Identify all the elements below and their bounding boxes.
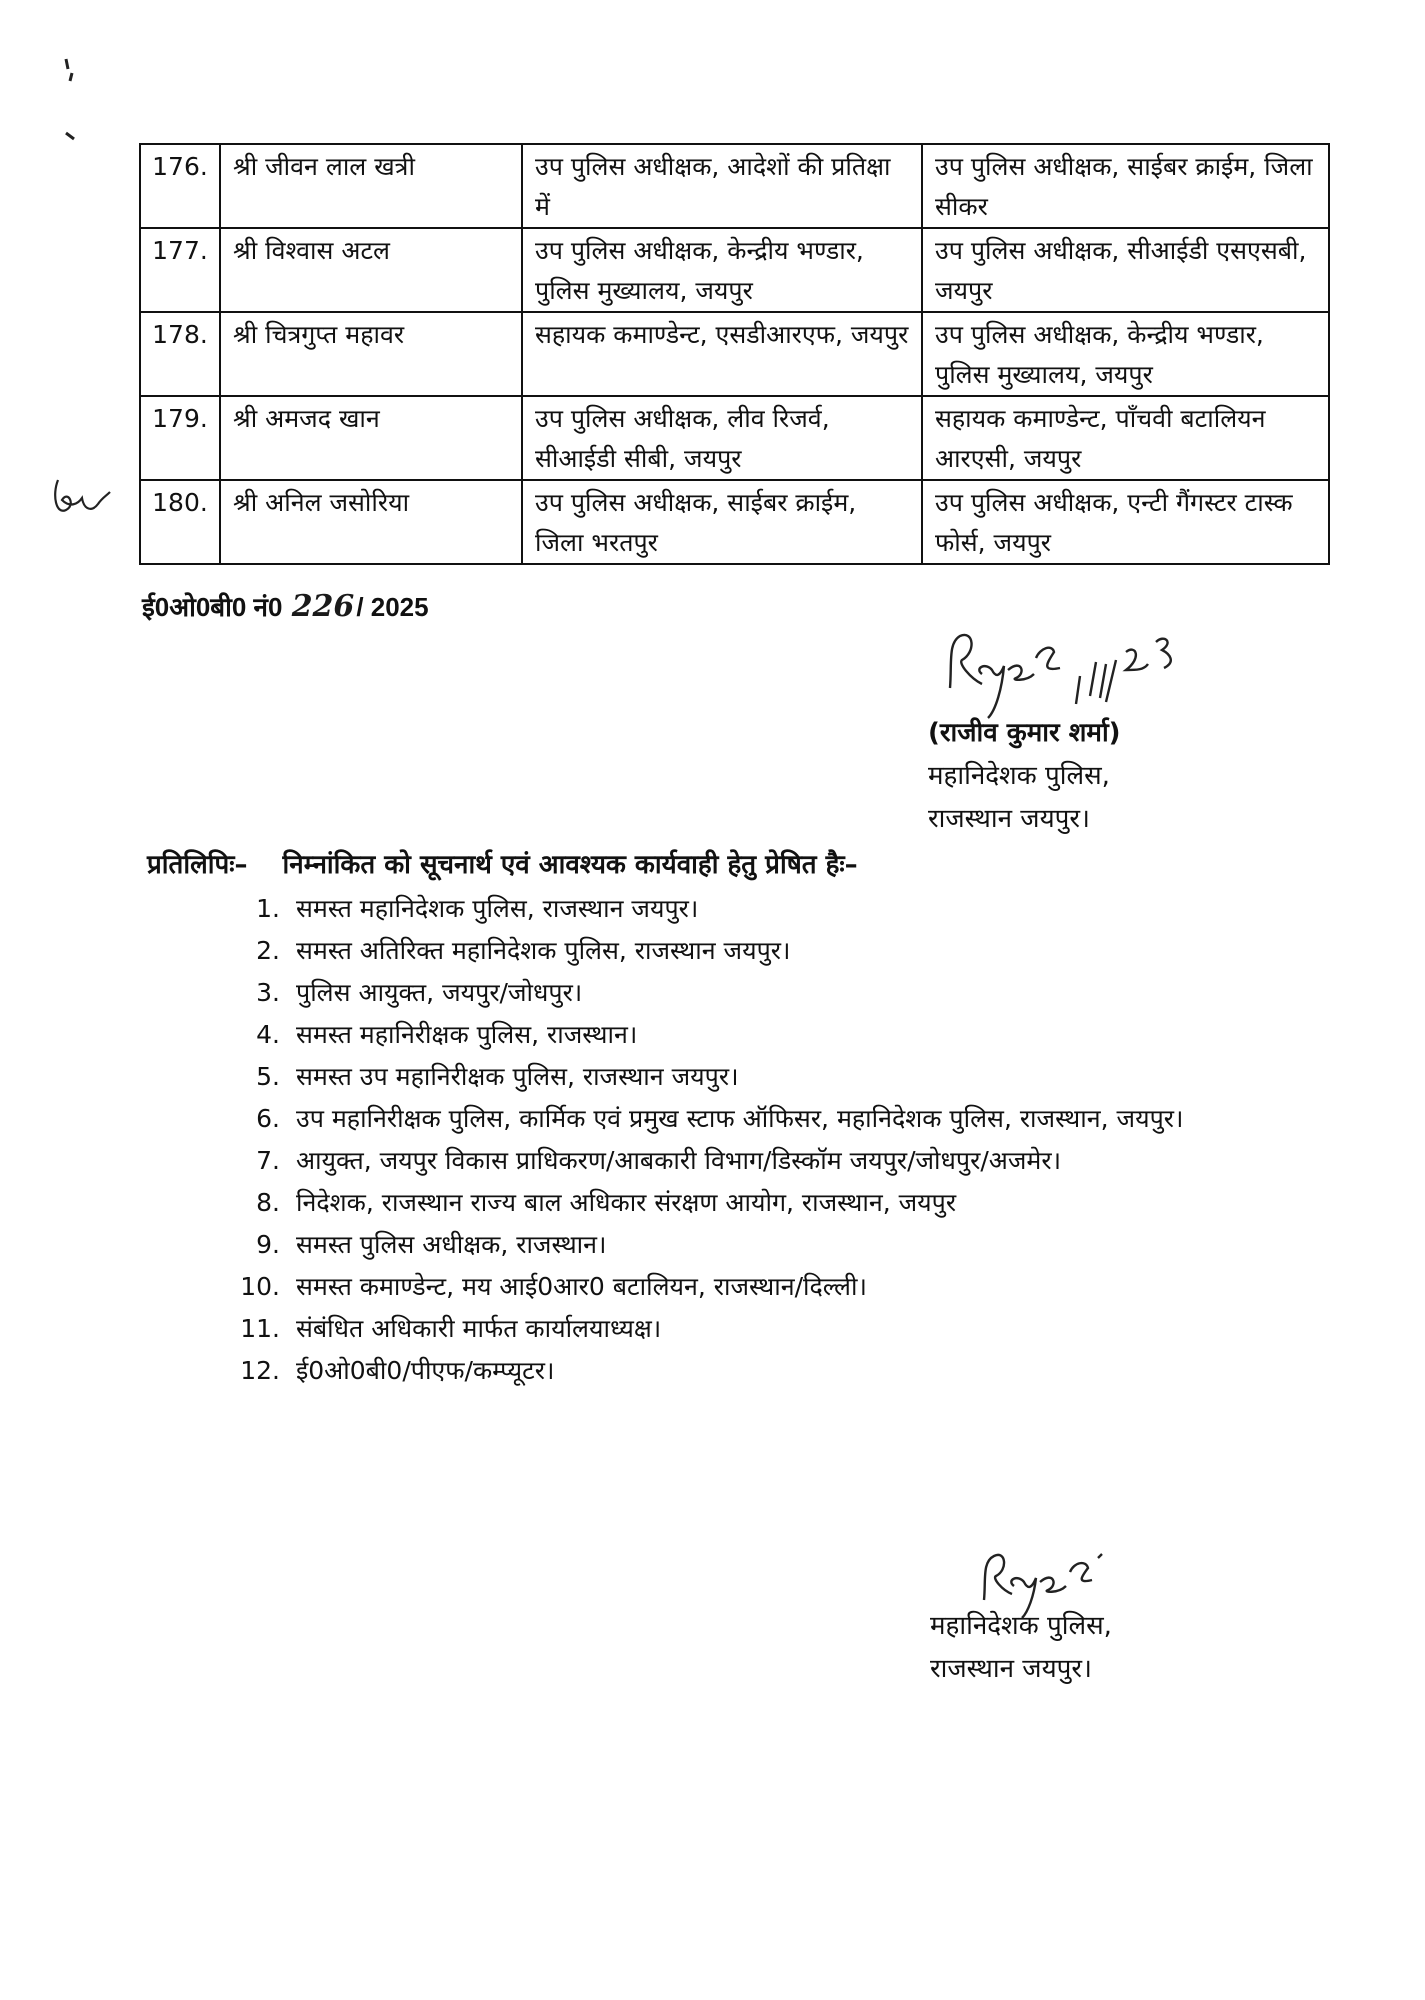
table-row bbox=[140, 228, 1329, 312]
signatory-block-2 bbox=[930, 1605, 1112, 1691]
copy-to-list bbox=[240, 888, 1320, 1392]
new-posting: उप पुलिस अधीक्षक, सीआईडी एसएसबी, जयपुर bbox=[922, 228, 1329, 312]
signatory-designation-2: महानिदेशक पुलिस, bbox=[930, 1611, 1112, 1641]
signatory-place: राजस्थान जयपुर। bbox=[928, 804, 1090, 834]
officer-name: श्री विश्वास अटल bbox=[220, 228, 522, 312]
reference-handwritten-number: 226 bbox=[291, 589, 355, 624]
signatory-block bbox=[928, 712, 1121, 841]
new-posting: उप पुलिस अधीक्षक, केन्द्रीय भण्डार, पुलिस मुख्यालय, जयपुर bbox=[922, 312, 1329, 396]
current-posting: उप पुलिस अधीक्षक, आदेशों की प्रतिक्षा में bbox=[522, 144, 922, 228]
current-posting: उप पुलिस अधीक्षक, साईबर क्राईम, जिला भरतपुर bbox=[522, 480, 922, 564]
order-reference-number bbox=[142, 588, 429, 624]
list-item: 10. समस्त कमाण्डेन्ट, मय आई0आर0 बटालियन, राजस्थान/दिल्ली। bbox=[240, 1272, 867, 1301]
signatory-designation: महानिदेशक पुलिस, bbox=[928, 761, 1110, 791]
list-item: 11. संबंधित अधिकारी मार्फत कार्यालयाध्यक्ष। bbox=[240, 1314, 662, 1343]
list-item: 7. आयुक्त, जयपुर विकास प्राधिकरण/आबकारी विभाग/डिस्कॉम जयपुर/जोधपुर/अजमेर। bbox=[256, 1146, 1062, 1175]
signatory-place-2: राजस्थान जयपुर। bbox=[930, 1654, 1092, 1684]
table-row bbox=[140, 144, 1329, 228]
current-posting: सहायक कमाण्डेन्ट, एसडीआरएफ, जयपुर bbox=[522, 312, 922, 396]
transfer-table bbox=[139, 143, 1330, 565]
list-item: 4. समस्त महानिरीक्षक पुलिस, राजस्थान। bbox=[256, 1020, 638, 1049]
copy-to-heading bbox=[147, 845, 858, 881]
serial-number: 176. bbox=[140, 144, 220, 228]
list-item: 12. ई0ओ0बी0/पीएफ/कम्प्यूटर। bbox=[240, 1356, 555, 1385]
list-item: 5. समस्त उप महानिरीक्षक पुलिस, राजस्थान जयपुर। bbox=[256, 1062, 739, 1091]
list-item: 8. निदेशक, राजस्थान राज्य बाल अधिकार संरक्षण आयोग, राजस्थान, जयपुर bbox=[256, 1188, 957, 1217]
serial-number: 178. bbox=[140, 312, 220, 396]
new-posting: उप पुलिस अधीक्षक, एन्टी गैंगस्टर टास्क फोर्स, जयपुर bbox=[922, 480, 1329, 564]
margin-tick-mark bbox=[60, 55, 84, 145]
new-posting: उप पुलिस अधीक्षक, साईबर क्राईम, जिला सीकर bbox=[922, 144, 1329, 228]
reference-prefix: ई0ओ0बी0 नं0 bbox=[142, 592, 283, 622]
margin-initials-mark bbox=[48, 470, 118, 530]
signatory-name: (राजीव कुमार शर्मा) bbox=[928, 718, 1121, 748]
current-posting: उप पुलिस अधीक्षक, लीव रिजर्व, सीआईडी सीबी, जयपुर bbox=[522, 396, 922, 480]
serial-number: 180. bbox=[140, 480, 220, 564]
copy-to-label: प्रतिलिपिः– bbox=[147, 850, 248, 880]
officer-name: श्री अमजद खान bbox=[220, 396, 522, 480]
list-item: 2. समस्त अतिरिक्त महानिदेशक पुलिस, राजस्थान जयपुर। bbox=[256, 936, 791, 965]
list-item: 9. समस्त पुलिस अधीक्षक, राजस्थान। bbox=[256, 1230, 607, 1259]
list-item: 3. पुलिस आयुक्त, जयपुर/जोधपुर। bbox=[256, 978, 583, 1007]
new-posting: सहायक कमाण्डेन्ट, पाँचवी बटालियन आरएसी, जयपुर bbox=[922, 396, 1329, 480]
officer-name: श्री जीवन लाल खत्री bbox=[220, 144, 522, 228]
table-row bbox=[140, 312, 1329, 396]
list-item: 1. समस्त महानिदेशक पुलिस, राजस्थान जयपुर। bbox=[256, 894, 699, 923]
reference-year: / 2025 bbox=[356, 592, 429, 622]
table-row bbox=[140, 396, 1329, 480]
serial-number: 179. bbox=[140, 396, 220, 480]
officer-name: श्री अनिल जसोरिया bbox=[220, 480, 522, 564]
list-item: 6. उप महानिरीक्षक पुलिस, कार्मिक एवं प्रमुख स्टाफ ऑफिसर, महानिदेशक पुलिस, राजस्थान, जयपुर। bbox=[256, 1104, 1184, 1133]
serial-number: 177. bbox=[140, 228, 220, 312]
current-posting: उप पुलिस अधीक्षक, केन्द्रीय भण्डार, पुलिस मुख्यालय, जयपुर bbox=[522, 228, 922, 312]
copy-to-intro: निम्नांकित को सूचनार्थ एवं आवश्यक कार्यवाही हेतु प्रेषित हैः– bbox=[282, 850, 858, 880]
table-row bbox=[140, 480, 1329, 564]
officer-name: श्री चित्रगुप्त महावर bbox=[220, 312, 522, 396]
